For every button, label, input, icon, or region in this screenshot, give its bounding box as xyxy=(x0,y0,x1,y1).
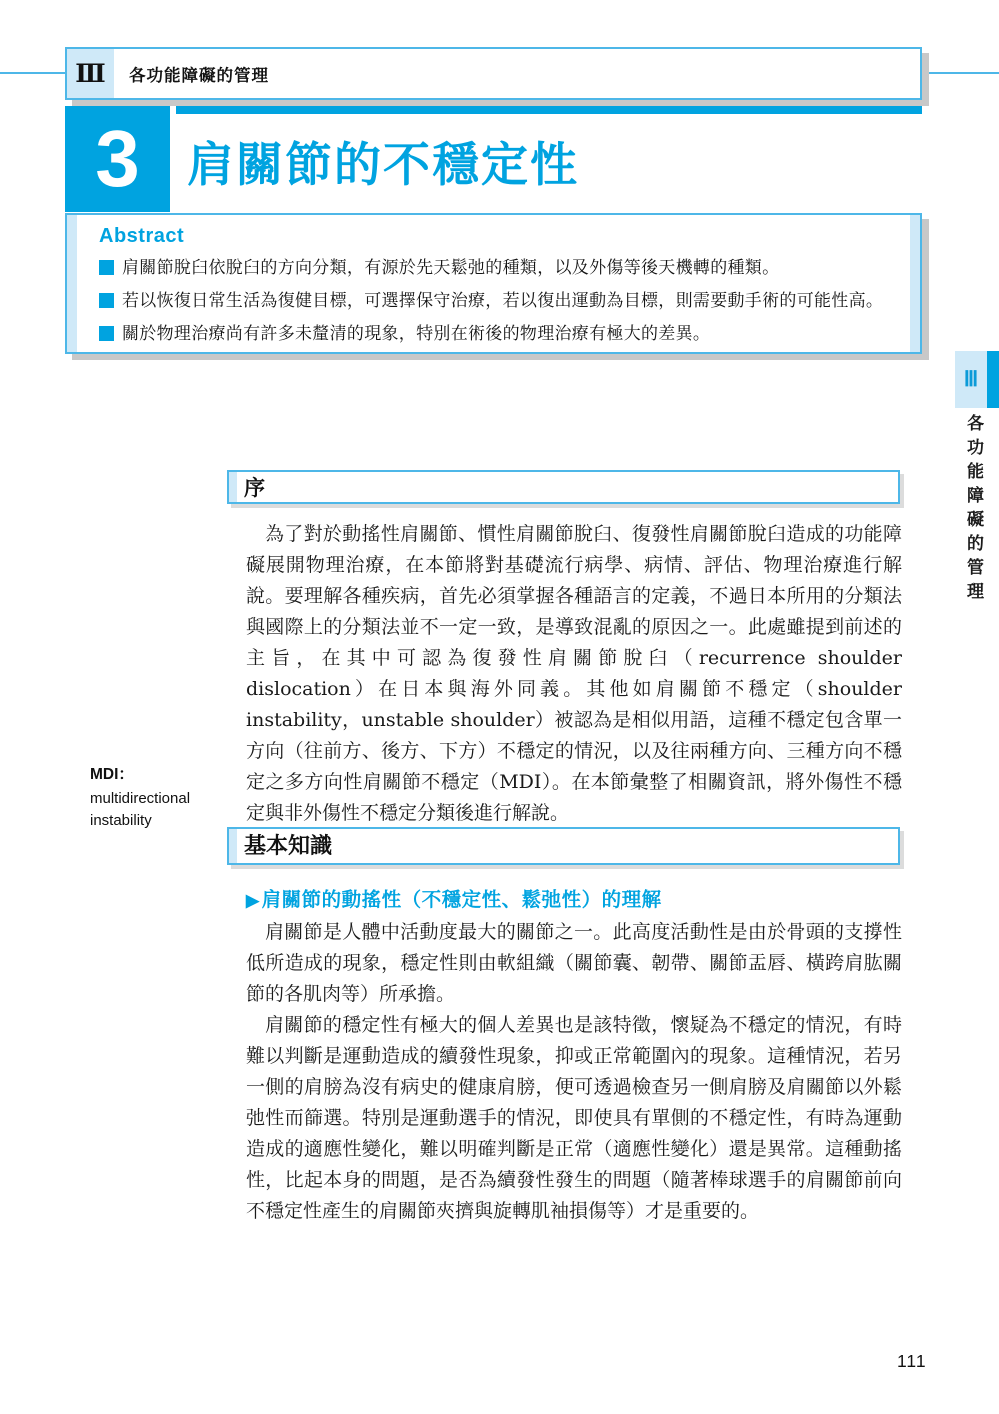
square-bullet-icon xyxy=(99,293,114,308)
side-part-tab xyxy=(955,351,999,408)
chapter-title: 肩關節的不穩定性 xyxy=(187,138,579,193)
intro-section-box xyxy=(227,470,900,504)
abstract-right-stripe xyxy=(910,215,920,352)
abstract-left-stripe xyxy=(67,215,77,352)
chapter-number: 3 xyxy=(65,106,170,212)
side-tab-stripe xyxy=(987,351,999,408)
abstract-item xyxy=(99,323,886,344)
abstract-item-text: 肩關節脫臼依脫臼的方向分類，有源於先天鬆弛的種類，以及外傷等後天機轉的種類。 xyxy=(122,258,780,277)
margin-note-term: MDI： xyxy=(90,766,134,783)
intro-body xyxy=(246,519,902,829)
square-bullet-icon xyxy=(99,260,114,275)
basics-paragraph: 肩關節的穩定性有極大的個人差異也是該特徵，懷疑為不穩定的情況，有時難以判斷是運動造成的續發性現象，抑或正常範圍內的現象。這種情況，若另一側的肩膀為沒有病史的健康肩膀，便可透過檢查另一側肩膀及肩關節以外鬆弛性而篩選。特別是運動選手的情況，即使具有單側的不穩定性，有時為運動造成的適應性變化，難以明確判斷是正常（適應性變化）還是異常。這種動搖性，比起本身的問題，是否為續發性發生的問題（隨著棒球選手的肩關節前向不穩定性產生的肩關節夾擠與旋轉肌袖損傷等）才是重要的。 xyxy=(246,1014,902,1222)
abstract-item xyxy=(99,257,886,278)
part-header xyxy=(65,47,922,100)
abstract-box xyxy=(65,213,922,354)
margin-note xyxy=(90,762,218,832)
arrow-marker-icon: ▶ xyxy=(246,891,260,910)
intro-paragraph: 為了對於動搖性肩關節、慣性肩關節脫臼、復發性肩關節脫臼造成的功能障礙展開物理治療，在本節將對基礎流行病學、病情、評估、物理治療進行解說。要理解各種疾病，首先必須掌握各種語言的定義，不過日本所用的分類法與國際上的分類法並不一定一致，是導致混亂的原因之一。此處雖提到前述的主旨，在其中可認為復發性肩關節脫臼（recurrence shoulder dislocation）在日本與海外同義。其他如肩關節不穩定（shoulder instability，unstable shoulder）被認為是相似用語，這種不穩定包含單一方向（往前方、後方、下方）不穩定的情況，以及往兩種方向、三種方向不穩定之多方向性肩關節不穩定（MDI）。在本節彙整了相關資訊，將外傷性不穩定與非外傷性不穩定分類後進行解說。 xyxy=(246,523,902,824)
basics-subheading-text: 肩關節的動搖性（不穩定性、鬆弛性）的理解 xyxy=(261,889,662,911)
abstract-item-text: 若以恢復日常生活為復健目標，可選擇保守治療，若以復出運動為目標，則需要動手術的可能性高。 xyxy=(122,291,884,310)
abstract-item-text: 關於物理治療尚有許多未釐清的現象，特別在術後的物理治療有極大的差異。 xyxy=(122,324,711,343)
abstract-label: Abstract xyxy=(99,225,185,247)
side-tab-roman: Ⅲ xyxy=(963,368,979,391)
part-title: 各功能障礙的管理 xyxy=(129,66,269,85)
intro-heading: 序 xyxy=(244,475,265,500)
abstract-item xyxy=(99,290,886,311)
chapter-top-bar xyxy=(176,106,922,114)
side-vertical-title: 各功能障礙的管理 xyxy=(964,414,983,606)
basics-subheading xyxy=(246,884,906,912)
square-bullet-icon xyxy=(99,326,114,341)
margin-note-definition: multidirectional instability xyxy=(90,790,191,829)
basics-body xyxy=(246,917,902,1227)
basics-paragraph: 肩關節是人體中活動度最大的關節之一。此高度活動性是由於骨頭的支撐性低所造成的現象，穩定性則由軟組織（關節囊、韌帶、關節盂唇、橫跨肩肱關節的各肌肉等）所承擔。 xyxy=(246,921,902,1005)
basics-heading: 基本知識 xyxy=(244,833,333,859)
page-number: 111 xyxy=(897,1351,927,1371)
part-roman-badge: Ⅲ xyxy=(67,49,114,98)
abstract-content xyxy=(99,225,886,356)
basics-section-box xyxy=(227,827,900,865)
